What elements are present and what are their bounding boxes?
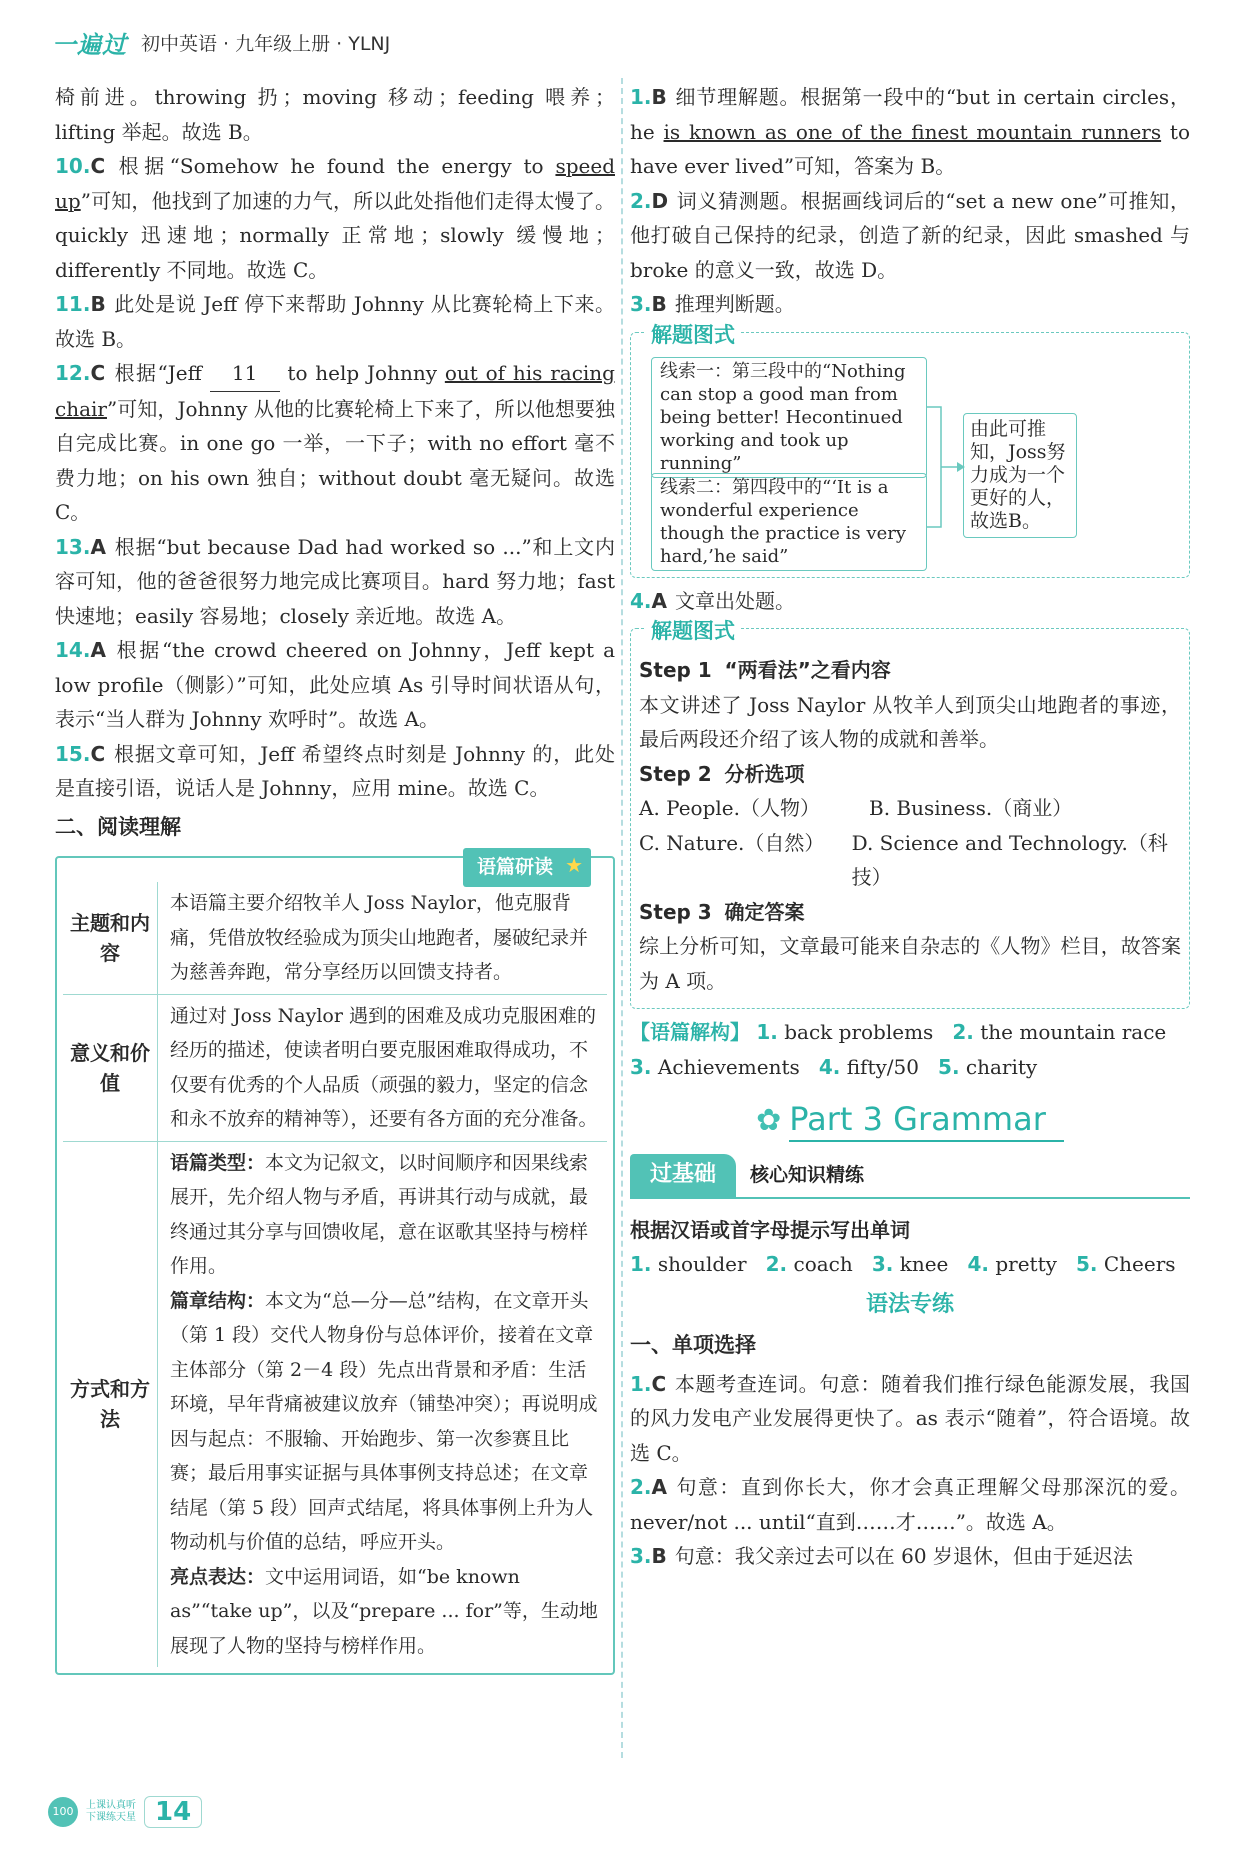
explanation-text: 句意：直到你长大，你才会真正理解父母那深沉的爱。never/not ... until“直到……才……”。故选 A。 xyxy=(630,1475,1190,1534)
item-number: 3. xyxy=(630,1054,652,1079)
panel-title: 解题图式 xyxy=(645,614,741,649)
item-number: 1. xyxy=(756,1020,778,1044)
basics-bar xyxy=(630,1155,1190,1199)
section-heading-mc: 一、单项选择 xyxy=(630,1333,756,1357)
explanation-text: 根据“but because Dad had worked so ...”和上文内容可知，他的爸爸很努力地完成比赛项目。hard 努力地；fast 快速地；easily 容易地；closely 亲近地。故选 A。 xyxy=(55,534,615,628)
right-column xyxy=(630,80,1190,1574)
option-a: A. People.（人物） xyxy=(639,796,820,820)
underlined-phrase: is known as one of the finest mountain runners xyxy=(663,119,1162,144)
part-title-text: Part 3 Grammar xyxy=(789,1100,1064,1142)
answer-letter: C xyxy=(90,361,106,385)
panel-title: 解题图式 xyxy=(645,318,741,353)
explanation-text: 句意：我父亲过去可以在 60 岁退休，但由于延迟法 xyxy=(674,1544,1133,1568)
part-title xyxy=(630,1102,1190,1139)
answer-2 xyxy=(630,184,1190,288)
text-analysis-box xyxy=(55,856,615,1675)
answer-letter: A xyxy=(90,534,106,559)
solution-diagram-panel-2 xyxy=(630,619,1190,1009)
item-text: the mountain race xyxy=(980,1020,1167,1044)
table-row xyxy=(63,882,607,994)
question-number: 11. xyxy=(55,292,91,316)
explanation-text: 根据文章可知，Jeff 希望终点时刻是 Johnny 的，此处是直接引语，说话人是 Johnny，应用 mine。故选 C。 xyxy=(55,741,615,800)
explanation-text: ”可知，他找到了加速的力气，所以此处指他们走得太慢了。quickly 迅速地；normally 正常地；slowly 缓慢地；differently 不同地。故选 C。 xyxy=(55,188,615,282)
item-number: 2. xyxy=(765,1252,788,1276)
question-number: 3. xyxy=(630,292,652,316)
answer-letter: A xyxy=(651,588,667,613)
grammar-practice-title: 语法专练 xyxy=(865,1291,954,1317)
explanation-text: 根据“Jeff xyxy=(113,361,210,385)
header-title: 初中英语 · 九年级上册 · YLNJ xyxy=(141,32,391,55)
item-text: knee xyxy=(899,1252,949,1276)
step-title: “两看法”之看内容 xyxy=(724,658,891,682)
sub-label: 亮点表达： xyxy=(170,1565,266,1588)
step-title: 分析选项 xyxy=(724,761,805,786)
row-label: 意义和价值 xyxy=(63,994,158,1141)
step-text: 本文讲述了 Joss Naylor 从牧羊人到顶尖山地跑者的事迹，最后两段还介绍了该人物的成就和善举。 xyxy=(639,692,1181,751)
row-text: 本语篇主要介绍牧羊人 Joss Naylor，他克服背痛，凭借放牧经验成为顶尖山地跑者，屡破纪录并为慈善奔跑，常分享经历以回馈支持者。 xyxy=(170,892,589,983)
step-label: Step 1 xyxy=(639,658,712,682)
page-footer xyxy=(48,1796,202,1828)
item-text: back problems xyxy=(784,1020,934,1044)
page-header xyxy=(52,26,390,58)
item-text: Achievements xyxy=(657,1054,800,1079)
answer-12 xyxy=(55,356,615,530)
step-text: 综上分析可知，文章最可能来自杂志的《人物》栏目，故答案为 A 项。 xyxy=(639,934,1181,993)
answer-letter: C xyxy=(90,154,106,178)
mascot-icon: 100 xyxy=(48,1797,78,1827)
explanation-text: 本题考查连词。句意：随着我们推行绿色能源发展，我国的风力发电产业发展得更快了。as 表示“随着”，符合语境。故选 C。 xyxy=(630,1371,1190,1465)
option-d: D. Science and Technology.（科技） xyxy=(851,830,1168,889)
step-label: Step 3 xyxy=(639,899,712,924)
underlined-phrase: out of his racing chair xyxy=(55,361,615,421)
row-label: 主题和内容 xyxy=(63,882,158,994)
table-row xyxy=(63,994,607,1141)
explanation-text: 此处是说 Jeff 停下来帮助 Johnny 从比赛轮椅上下来。故选 B。 xyxy=(55,292,615,351)
blank-number: 11 xyxy=(210,356,280,392)
item-text: fifty/50 xyxy=(846,1054,919,1079)
item-text: shoulder xyxy=(657,1252,747,1276)
explanation-text: 文章出处题。 xyxy=(675,588,795,613)
answer-letter: D xyxy=(651,188,669,213)
question-number: 4. xyxy=(630,588,652,613)
basics-subtitle: 核心知识精练 xyxy=(750,1164,865,1187)
answer-14 xyxy=(55,633,615,737)
question-number: 10. xyxy=(55,154,91,178)
sub-label: 语篇类型： xyxy=(170,1151,266,1174)
explanation-text: 根据“the crowd cheered on Johnny，Jeff kept a low profile（侧影）”可知，此处应填 As 引导时间状语从句，表示“当人群为 Johnny 欢呼时”。故选 A。 xyxy=(55,638,615,731)
q9-continuation: 椅前进。throwing 扔；moving 移动；feeding 喂养；lifting 举起。故选 B。 xyxy=(55,85,615,144)
row-text xyxy=(158,1141,608,1667)
item-number: 4. xyxy=(967,1252,989,1276)
structure-label: 【语篇解构】 xyxy=(630,1020,750,1044)
star-icon: ✿ xyxy=(756,1103,782,1138)
item-number: 4. xyxy=(818,1054,841,1079)
explanation-text: 词义猜测题。根据画线词后的“set a new one”可推知，他打破自己保持的纪录，创造了新的纪录，因此 smashed 与 broke 的意义一致，故选 D。 xyxy=(630,188,1190,282)
item-number: 2. xyxy=(952,1020,974,1044)
analysis-badge: 语篇研读 ★ xyxy=(463,848,591,887)
grammar-answer-2 xyxy=(630,1470,1190,1539)
question-number: 1. xyxy=(630,85,652,109)
vocab-answers xyxy=(630,1247,1190,1282)
slogan-line: 下课练天星 xyxy=(86,1812,136,1823)
explanation-text: to have ever lived”可知，答案为 B。 xyxy=(630,119,1190,178)
grammar-answer-3 xyxy=(630,1539,1190,1574)
question-number: 2. xyxy=(630,1475,652,1499)
underlined-phrase: speed up xyxy=(55,154,615,213)
question-number: 14. xyxy=(55,638,91,662)
conclusion-box: 由此可推知，Joss努力成为一个更好的人，故选B。 xyxy=(963,413,1077,538)
page-number: 14 xyxy=(144,1796,202,1828)
question-number: 15. xyxy=(55,741,91,766)
sub-label: 篇章结构： xyxy=(170,1289,266,1312)
sub-text: 本文为“总—分—总”结构，在文章开头（第 1 段）交代人物身份与总体评价，接着在文章主体部分（第 2－4 段）先点出背景和矛盾：生活环境，早年背痛被建议放弃（铺垫冲突）；再说明成因与起点：不服输、开始跑步、第一次参赛且比赛；最后用事实证据与具体事例支持总述；在文章结尾（第 5 段）回声式结尾，将具体事例上升为人物动机与价值的总结，呼应开头。 xyxy=(170,1289,598,1553)
question-number: 2. xyxy=(630,188,652,213)
item-text: coach xyxy=(793,1252,853,1276)
sub-text: 文中运用词语，如“be known as”“take up”，以及“prepare ... for”等，生动地展现了人物的坚持与榜样作用。 xyxy=(170,1565,598,1657)
explanation-text: 根据“Somehow he found the energy to xyxy=(113,154,556,178)
step-label: Step 2 xyxy=(639,761,712,786)
answer-10 xyxy=(55,149,615,287)
answer-letter: C xyxy=(651,1371,667,1396)
column-divider xyxy=(621,78,623,1758)
answer-11 xyxy=(55,287,615,356)
text-structure-answers xyxy=(630,1015,1190,1084)
explanation-text: 细节理解题。根据第一段中的“but in certain circles，he xyxy=(630,85,1190,144)
table-row xyxy=(63,1141,607,1667)
explanation-text: ”可知，Johnny 从他的比赛轮椅上下来了，所以他想要独自完成比赛。in one go 一举，一下子；with no effort 毫不费力地；on his own 独自；without doubt 毫无疑问。故选 C。 xyxy=(55,396,615,524)
answer-letter: A xyxy=(651,1475,667,1499)
answer-13 xyxy=(55,530,615,634)
answer-letter: B xyxy=(651,85,667,109)
item-number: 3. xyxy=(871,1252,894,1276)
solution-diagram-panel-1 xyxy=(630,322,1190,578)
answer-letter: C xyxy=(90,741,106,766)
section-heading-reading: 二、阅读理解 xyxy=(55,814,181,839)
analysis-table xyxy=(63,882,607,1667)
vocab-title: 根据汉语或首字母提示写出单词 xyxy=(630,1217,910,1242)
bracket-arrow-icon xyxy=(927,357,967,567)
option-c: C. Nature.（自然） xyxy=(639,830,825,855)
option-b: B. Business.（商业） xyxy=(869,796,1073,820)
item-text: charity xyxy=(965,1054,1038,1079)
sub-text: 本文为记叙文，以时间顺序和因果线索展开，先介绍人物与矛盾，再讲其行动与成就，最终通过其分享与回馈收尾，意在讴歌其坚持与榜样作用。 xyxy=(170,1151,589,1277)
item-text: Cheers xyxy=(1103,1252,1176,1276)
explanation-text: 推理判断题。 xyxy=(674,292,795,316)
clue-diagram xyxy=(639,357,1181,567)
basics-tag: 过基础 xyxy=(630,1154,736,1197)
question-number: 12. xyxy=(55,361,91,385)
explanation-text: to help Johnny xyxy=(279,361,445,385)
item-number: 5. xyxy=(1075,1252,1098,1276)
clue-box-1: 线索一：第三段中的“Nothing can stop a good man from being better! Hecontinued working and took up running” xyxy=(651,357,927,478)
answer-letter: B xyxy=(651,292,667,316)
row-label: 方式和方法 xyxy=(63,1141,158,1667)
answer-letter: B xyxy=(90,292,106,316)
item-text: pretty xyxy=(995,1252,1057,1276)
clue-box-2: 线索二：第四段中的“‘It is a wonderful experience though the practice is very hard,’he said” xyxy=(651,473,927,571)
answer-letter: A xyxy=(90,638,106,662)
item-number: 1. xyxy=(630,1252,652,1276)
answer-1 xyxy=(630,80,1190,184)
row-text: 通过对 Joss Naylor 遇到的困难及成功克服困难的经历的描述，使读者明白要克服困难取得成功，不仅要有优秀的个人品质（顽强的毅力，坚定的信念和永不放弃的精神等），还要有各方面的充分准备。 xyxy=(158,994,608,1141)
answer-4 xyxy=(630,584,1190,619)
brand-logo: 一遍过 xyxy=(52,30,127,59)
item-number: 5. xyxy=(938,1054,960,1079)
grammar-answer-1 xyxy=(630,1367,1190,1471)
answer-letter: B xyxy=(651,1544,667,1568)
footer-slogan xyxy=(86,1800,136,1824)
answer-3 xyxy=(630,287,1190,322)
left-column xyxy=(55,80,615,1675)
step-title: 确定答案 xyxy=(724,899,805,924)
question-number: 1. xyxy=(630,1371,652,1396)
answer-15 xyxy=(55,737,615,806)
slogan-line: 上课认真听 xyxy=(86,1800,136,1811)
question-number: 3. xyxy=(630,1544,652,1568)
question-number: 13. xyxy=(55,534,91,559)
